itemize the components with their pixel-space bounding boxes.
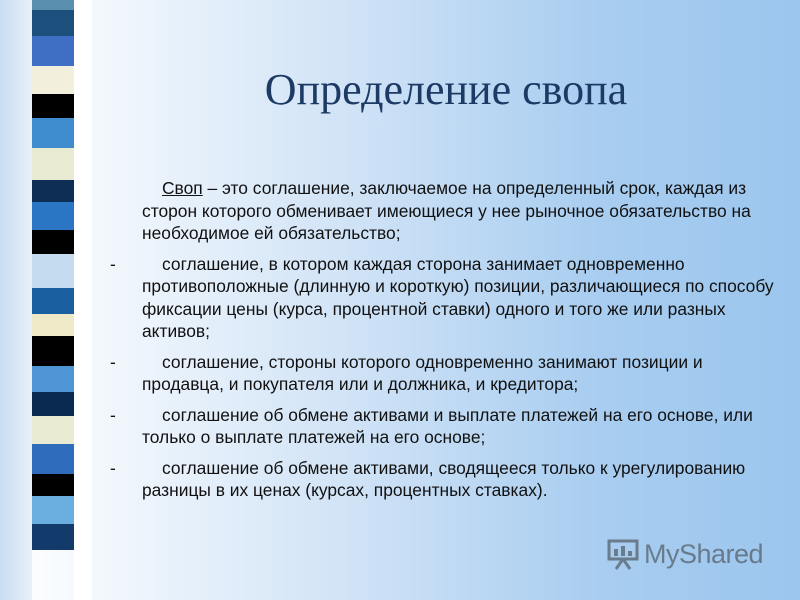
stripe xyxy=(32,366,74,392)
stripe xyxy=(32,474,74,496)
stripe xyxy=(32,392,74,416)
stripe xyxy=(32,254,74,288)
stripe xyxy=(32,496,74,524)
list-dash: - xyxy=(110,457,116,478)
list-dash: - xyxy=(110,253,116,274)
stripe xyxy=(32,148,74,180)
stripe xyxy=(32,118,74,148)
stripe xyxy=(32,0,74,10)
list-item xyxy=(104,253,784,343)
slide-content xyxy=(104,177,784,510)
stripe xyxy=(32,336,74,366)
list-item-text: соглашение, стороны которого одновременно занимают позиции и продавца, и покупателя или и должника, и кредитора; xyxy=(142,351,703,394)
list-item xyxy=(104,351,784,396)
watermark-text: MyShared xyxy=(644,538,764,569)
list-item-text: соглашение, в котором каждая сторона занимает одновременно противоположные (длинную и короткую) позиции, различающиеся по способу фиксации цены (курса, процентной ставки) одного и того же или разных активов; xyxy=(142,253,774,341)
stripe xyxy=(32,180,74,202)
stripe xyxy=(32,230,74,254)
watermark xyxy=(606,537,763,571)
slide-title: Определение свопа xyxy=(264,65,628,114)
stripe xyxy=(32,416,74,444)
stripe xyxy=(32,94,74,118)
definition-text: – это соглашение, заключаемое на определенный срок, каждая из сторон которого обменивает имеющиеся у нее рыночное обязательство на необходимое ей обязательство; xyxy=(142,178,751,243)
presentation-board-icon xyxy=(606,537,640,571)
list-dash: - xyxy=(110,351,116,372)
list-item-text: соглашение об обмене активами и выплате платежей на его основе, или только о выплате платежей на его основе; xyxy=(142,404,753,447)
decorative-stripes xyxy=(32,0,74,600)
stripe xyxy=(32,66,74,94)
list-dash: - xyxy=(110,404,116,425)
list-item xyxy=(104,404,784,449)
list-item-text: соглашение об обмене активами, сводящееся только к урегулированию разницы в их ценах (курсах, процентных ставках). xyxy=(142,457,746,500)
stripe xyxy=(32,202,74,230)
stripe xyxy=(32,288,74,314)
stripe xyxy=(32,444,74,474)
stripe-gap xyxy=(74,0,92,600)
definition-paragraph xyxy=(104,177,784,245)
stripe xyxy=(32,36,74,66)
left-band xyxy=(0,0,32,600)
definition-term: Своп xyxy=(162,178,203,198)
stripe xyxy=(32,314,74,336)
stripe xyxy=(32,524,74,550)
list-item xyxy=(104,457,784,502)
stripe xyxy=(32,10,74,36)
